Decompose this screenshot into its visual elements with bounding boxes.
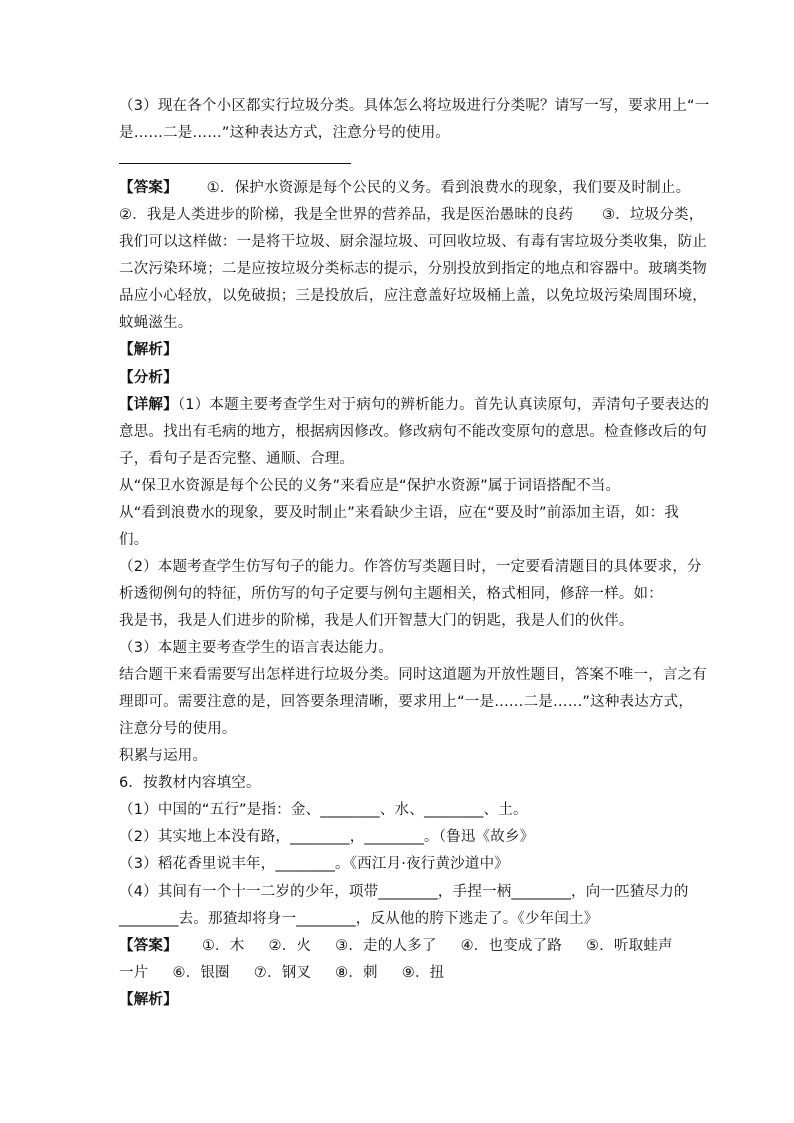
section-title: 积累与运用。 — [119, 748, 208, 764]
analysis-heading: 【解析】 — [119, 992, 178, 1008]
detail-line: 们。 — [119, 532, 149, 548]
fenxi-heading-line — [119, 368, 178, 388]
question-6-title: 6．按教材内容填空。 — [119, 775, 261, 791]
analysis-heading: 【解析】 — [119, 342, 178, 358]
detail-line: （2）本题考查学生仿写句子的能力。作答仿写类题目时，一定要看清题目的具体要求，分 — [119, 559, 702, 575]
answer-heading: 【答案】 — [119, 938, 178, 954]
answer-line: 品应小心轻放，以免破损；三是投放后，应注意盖好垃圾桶上盖，以免垃圾污染周围环境， — [119, 288, 707, 304]
fenxi-heading: 【分析】 — [119, 370, 178, 386]
question-6-item-3: （3）稻花香里说丰年，________。《西江月·夜行黄沙道中》 — [119, 856, 509, 872]
question-3-prompt-line-1: （3）现在各个小区都实行垃圾分类。具体怎么将垃圾进行分类呢？请写一写，要求用上“一 — [119, 98, 710, 114]
detail-line: 从“保卫水资源是每个公民的义务”来看应是“保护水资源”属于词语搭配不当。 — [119, 478, 621, 494]
detail-line: 意思。找出有毛病的地方，根据病因修改。修改病句不能改变原句的意思。检查修改后的句 — [119, 424, 707, 440]
answer-line: ②．我是人类进步的阶梯，我是全世界的营养品，我是医治愚昧的良药 ③．垃圾分类， — [119, 207, 704, 223]
answer-heading: 【答案】 — [119, 180, 178, 196]
detail-heading: 【详解】 — [119, 397, 178, 413]
detail-line: 我是书，我是人们进步的阶梯，我是人们开智慧大门的钥匙，我是人们的伙伴。 — [119, 613, 634, 629]
question-6-item-1: （1）中国的“五行”是指：金、________、水、________、土。 — [119, 802, 528, 818]
question-6-item-4-cont: ________去。那猹却将身一________，反从他的胯下逃走了。《少年闰土》 — [119, 911, 599, 927]
detail-line: （3）本题主要考查学生的语言表达能力。 — [119, 640, 394, 656]
question-3-prompt-line-2: 是……二是……”这种表达方式，注意分号的使用。 — [119, 125, 451, 141]
detail-line: 结合题干来看需要写出怎样进行垃圾分类。同时这道题为开放性题目，答案不唯一，言之有 — [119, 667, 707, 683]
detail-line: 【详解】（1）本题主要考查学生对于病句的辨析能力。首先认真读原句，弄清句子要表达的 — [119, 397, 710, 413]
answer-line: 蚊蝇滋生。 — [119, 315, 193, 331]
analysis-heading-line — [119, 990, 178, 1010]
answer-line: 我们可以这样做：一是将干垃圾、厨余湿垃圾、可回收垃圾、有毒有害垃圾分类收集，防止 — [119, 234, 707, 250]
detail-line: 注意分号的使用。 — [119, 721, 237, 737]
analysis-heading-line — [119, 340, 178, 360]
answer-line: 【答案】 ①．保护水资源是每个公民的义务。看到浪费水的现象，我们要及时制止。 — [119, 180, 691, 196]
answer-line: 【答案】 ①．木 ②．火 ③．走的人多了 ④．也变成了路 ⑤．听取蛙声 — [119, 938, 673, 954]
question-6-item-2: （2）其实地上本没有路，________，________。（鲁迅《故乡》 — [119, 829, 535, 845]
answer-line: 一片 ⑥．银圈 ⑦．钢叉 ⑧．刺 ⑨．扭 — [119, 965, 445, 981]
detail-line: 理即可。需要注意的是，回答要条理清晰，要求用上“一是……二是……”这种表达方式， — [119, 694, 694, 710]
answer-blank-line — [119, 163, 351, 164]
question-6-item-4: （4）其间有一个十一二岁的少年，项带________，手捏一柄________，向一匹猹尽力的 — [119, 884, 689, 900]
detail-line: 子，看句子是否完整、通顺、合理。 — [119, 451, 355, 467]
detail-line: 从“看到浪费水的现象，要及时制止”来看缺少主语，应在“要及时”前添加主语，如：我 — [119, 505, 680, 521]
answer-line: 二次污染环境；二是应按垃圾分类标志的提示，分别投放到指定的地点和容器中。玻璃类物 — [119, 261, 707, 277]
detail-line: 析透彻例句的特征，所仿写的句子定要与例句主题相关，格式相同，修辞一样。如： — [119, 586, 663, 602]
